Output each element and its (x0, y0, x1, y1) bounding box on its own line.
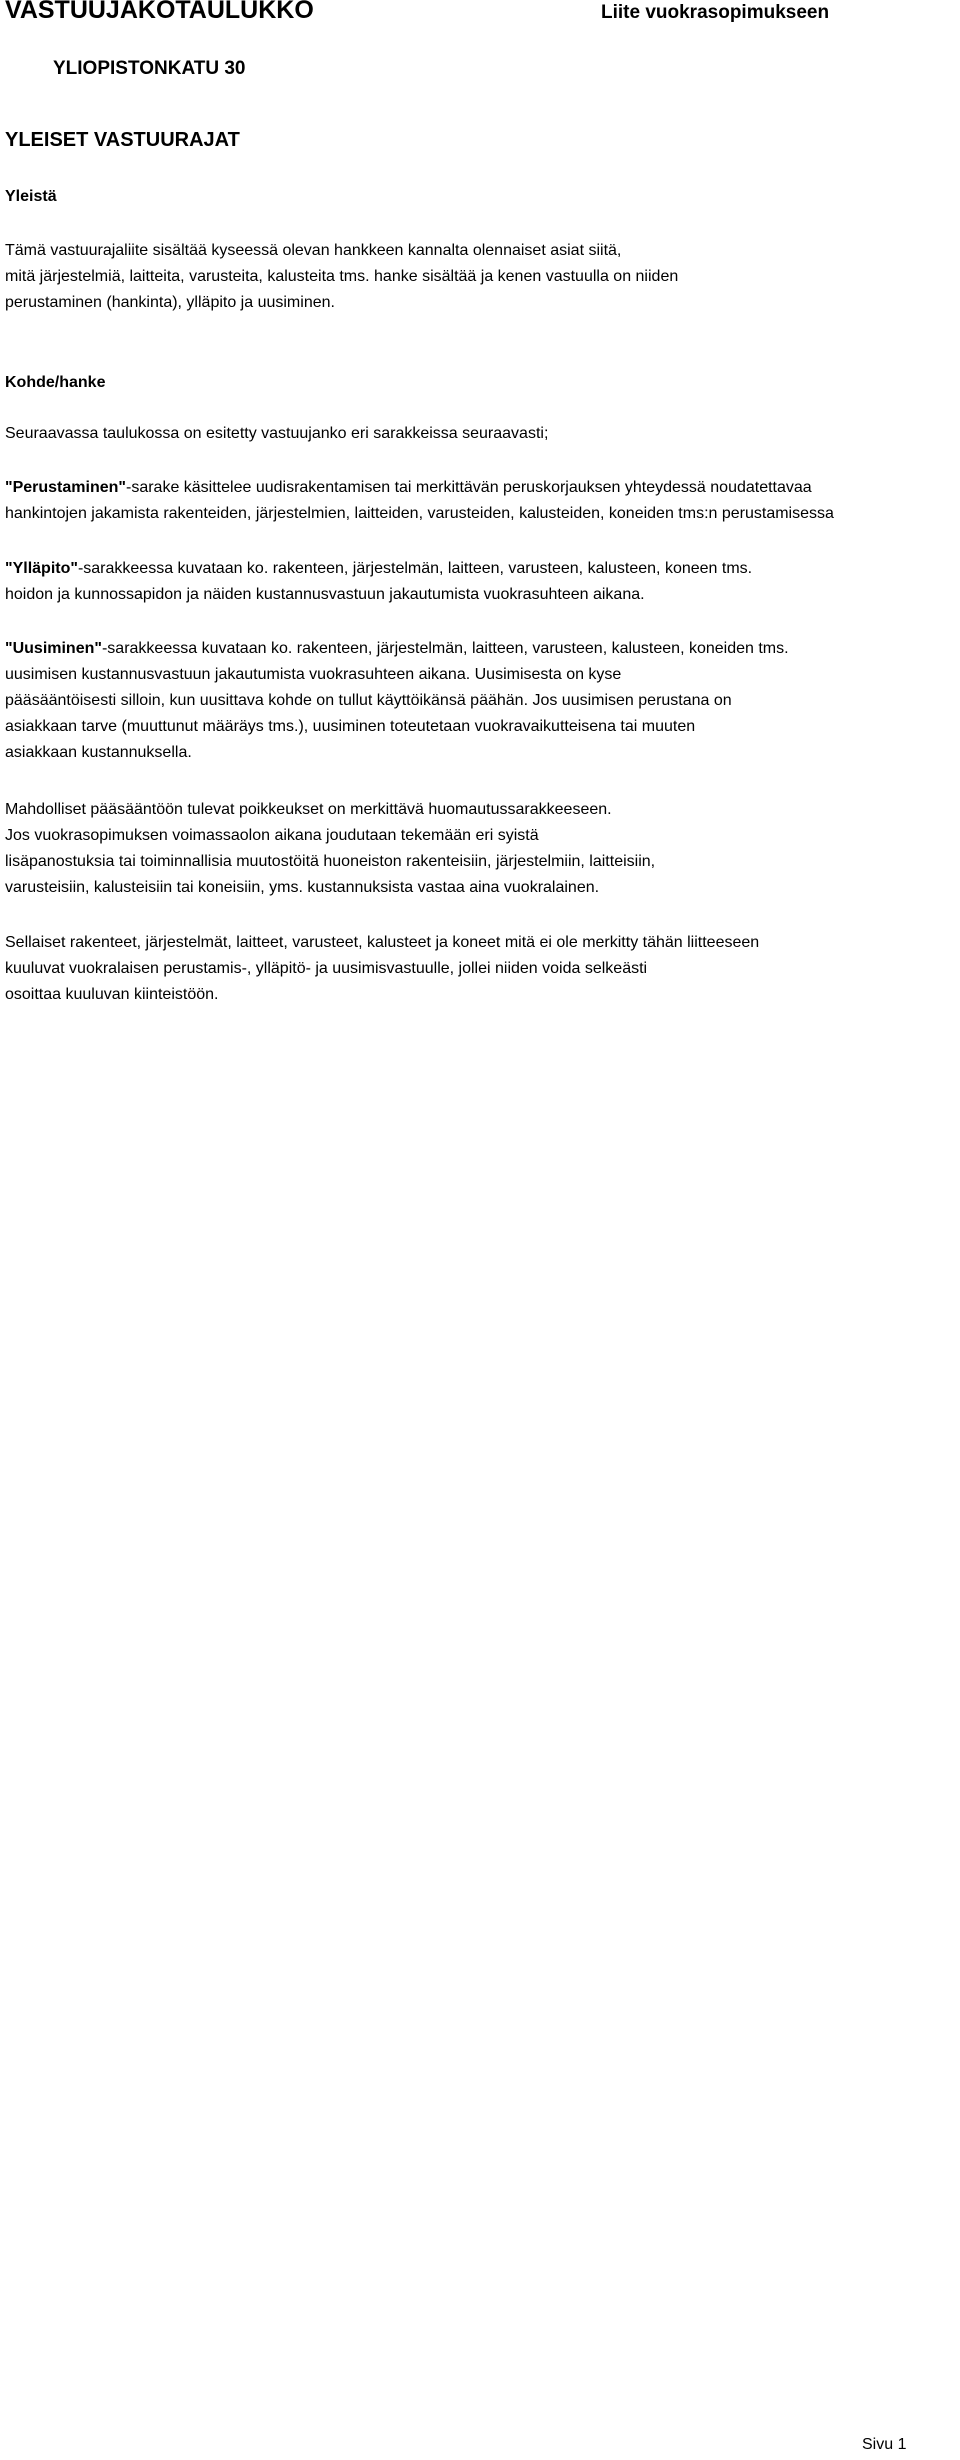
general-heading: Yleistä (5, 188, 57, 205)
paragraph-line (5, 556, 752, 582)
general-paragraph (5, 238, 678, 316)
paragraph-line (5, 636, 789, 662)
term-description: -sarakkeessa kuvataan ko. rakenteen, järjestelmän, laitteen, varusteen, kalusteen, koneiden tms. (101, 640, 789, 657)
property-address: YLIOPISTONKATU 30 (53, 58, 246, 79)
paragraph-line: pääsääntöisesti silloin, kun uusittava kohde on tullut käyttöikänsä päähän. Jos uusimisen perustana on (5, 692, 732, 709)
paragraph-line: Sellaiset rakenteet, järjestelmät, laitteet, varusteet, kalusteet ja koneet mitä ei ole merkitty tähän liitteeseen (5, 934, 760, 951)
term-description: -sarake käsittelee uudisrakentamisen tai merkittävän peruskorjauksen yhteydessä noudatettavaa (125, 479, 812, 496)
project-intro (5, 421, 548, 447)
project-heading: Kohde/hanke (5, 374, 106, 391)
paragraph-line: hoidon ja kunnossapidon ja näiden kustannusvastuun jakautumista vuokrasuhteen aikana. (5, 586, 645, 603)
paragraph-line: asiakkaan kustannuksella. (5, 744, 192, 761)
paragraph-line: Tämä vastuurajaliite sisältää kyseessä olevan hankkeen kannalta olennaiset asiat siitä, (5, 242, 622, 259)
uusiminen-paragraph (5, 636, 789, 766)
yllapito-paragraph (5, 556, 752, 608)
paragraph-line: osoittaa kuuluvan kiinteistöön. (5, 986, 219, 1003)
term-perustaminen: "Perustaminen" (5, 479, 126, 496)
term-uusiminen: "Uusiminen" (5, 640, 102, 657)
paragraph-line: kuuluvat vuokralaisen perustamis-, ylläpitö- ja uusimisvastuulle, jollei niiden voida selkeästi (5, 960, 648, 977)
paragraph-line: uusimisen kustannusvastuun jakautumista vuokrasuhteen aikana. Uusimisesta on kyse (5, 666, 622, 683)
term-yllapito: "Ylläpito" (5, 560, 78, 577)
paragraph-line: Mahdolliset pääsääntöön tulevat poikkeukset on merkittävä huomautussarakkeeseen. (5, 801, 612, 818)
section-heading: YLEISET VASTUURAJAT (5, 129, 240, 151)
paragraph-line (5, 475, 834, 501)
paragraph-line: asiakkaan tarve (muuttunut määräys tms.), uusiminen toteutetaan vuokravaikutteisena tai muuten (5, 718, 696, 735)
perustaminen-paragraph (5, 475, 834, 527)
paragraph-line: perustaminen (hankinta), ylläpito ja uusiminen. (5, 294, 335, 311)
document-subtitle: Liite vuokrasopimukseen (601, 2, 830, 23)
page-number: Sivu 1 (862, 2436, 907, 2453)
paragraph-line: hankintojen jakamista rakenteiden, järjestelmien, laitteiden, varusteiden, kalusteiden, koneiden tms:n perustamisessa (5, 505, 834, 522)
final-paragraph (5, 930, 759, 1008)
paragraph-line: varusteisiin, kalusteisiin tai koneisiin, yms. kustannuksista vastaa aina vuokralainen. (5, 879, 600, 896)
paragraph-line: mitä järjestelmiä, laitteita, varusteita, kalusteita tms. hanke sisältää ja kenen vastuulla on niiden (5, 268, 679, 285)
term-description: -sarakkeessa kuvataan ko. rakenteen, järjestelmän, laitteen, varusteen, kalusteen, koneen tms. (77, 560, 753, 577)
paragraph-line: lisäpanostuksia tai toiminnallisia muutostöitä huoneiston rakenteisiin, järjestelmiin, laitteisiin, (5, 853, 656, 870)
document-title: VASTUUJAKOTAULUKKO (5, 0, 314, 24)
paragraph-line: Seuraavassa taulukossa on esitetty vastuujanko eri sarakkeissa seuraavasti; (5, 425, 549, 442)
exceptions-paragraph (5, 797, 655, 901)
paragraph-line: Jos vuokrasopimuksen voimassaolon aikana joudutaan tekemään eri syistä (5, 827, 539, 844)
